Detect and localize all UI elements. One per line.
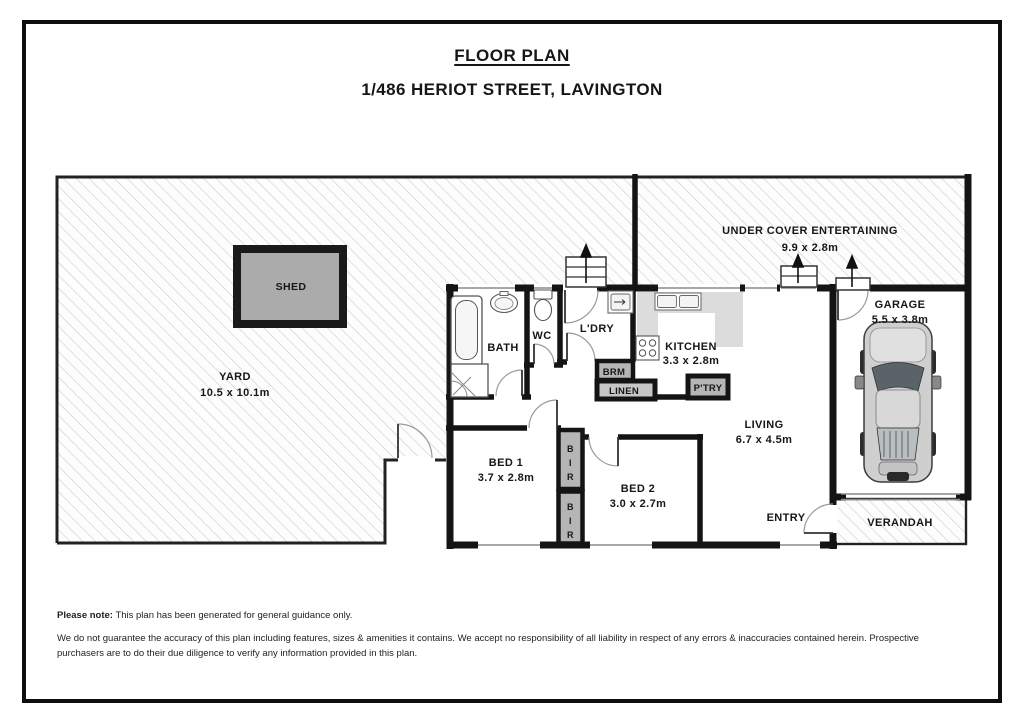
kitchen-sink-icon	[655, 293, 701, 310]
broom-label: BRM	[602, 367, 626, 378]
yard-dims: 10.5 x 10.1m	[200, 387, 270, 399]
disclaimer-note-text: This plan has been generated for general guidance only.	[115, 610, 353, 621]
entertaining-dims: 9.9 x 2.8m	[781, 242, 839, 254]
verandah-label: VERANDAH	[867, 517, 933, 529]
bed2-dims: 3.0 x 2.7m	[609, 498, 667, 510]
shed-label: SHED	[275, 281, 307, 293]
stove-icon	[636, 336, 659, 360]
disclaimer-body: We do not guarantee the accuracy of this plan including features, sizes & amenities it contains. We accept no responsibility of all liability in respect of any errors & inaccuracies contained herein. Prospective purchasers are to do their due diligence to verify any information provided in this plan.	[57, 633, 919, 659]
linen-label: LINEN	[609, 386, 639, 397]
kitchen-dims: 3.3 x 2.8m	[662, 355, 720, 367]
bathtub-icon	[451, 296, 482, 366]
shower-icon	[451, 364, 488, 397]
living-label: LIVING	[744, 419, 784, 431]
laundry-trough-icon	[608, 291, 633, 313]
car-icon	[855, 322, 941, 482]
entry-label: ENTRY	[766, 512, 806, 524]
page-title: FLOOR PLAN	[454, 46, 570, 65]
svg-text:I: I	[569, 458, 572, 468]
garage-dims: 5.5 x 3.8m	[871, 314, 929, 326]
svg-text:R: R	[567, 530, 574, 540]
toilet-icon	[534, 290, 552, 321]
laundry-label: L'DRY	[579, 323, 615, 335]
kitchen-label: KITCHEN	[665, 341, 717, 353]
bath-label: BATH	[487, 342, 519, 354]
pantry-label: P'TRY	[693, 383, 723, 394]
living-dims: 6.7 x 4.5m	[735, 434, 793, 446]
disclaimer-note	[57, 609, 950, 623]
disclaimer-note-label: Please note:	[57, 610, 113, 621]
svg-text:B: B	[567, 502, 574, 512]
svg-text:B: B	[567, 444, 574, 454]
entertaining-label: UNDER COVER ENTERTAINING	[722, 225, 898, 237]
svg-text:I: I	[569, 516, 572, 526]
disclaimer	[57, 609, 950, 661]
property-address: 1/486 HERIOT STREET, LAVINGTON	[361, 80, 663, 99]
svg-text:R: R	[567, 472, 574, 482]
garage-label: GARAGE	[874, 299, 926, 311]
wc-label: WC	[532, 330, 552, 342]
bed2-label: BED 2	[620, 483, 656, 495]
yard-label: YARD	[219, 371, 251, 383]
bed1-label: BED 1	[488, 457, 524, 469]
bed1-dims: 3.7 x 2.8m	[477, 472, 535, 484]
